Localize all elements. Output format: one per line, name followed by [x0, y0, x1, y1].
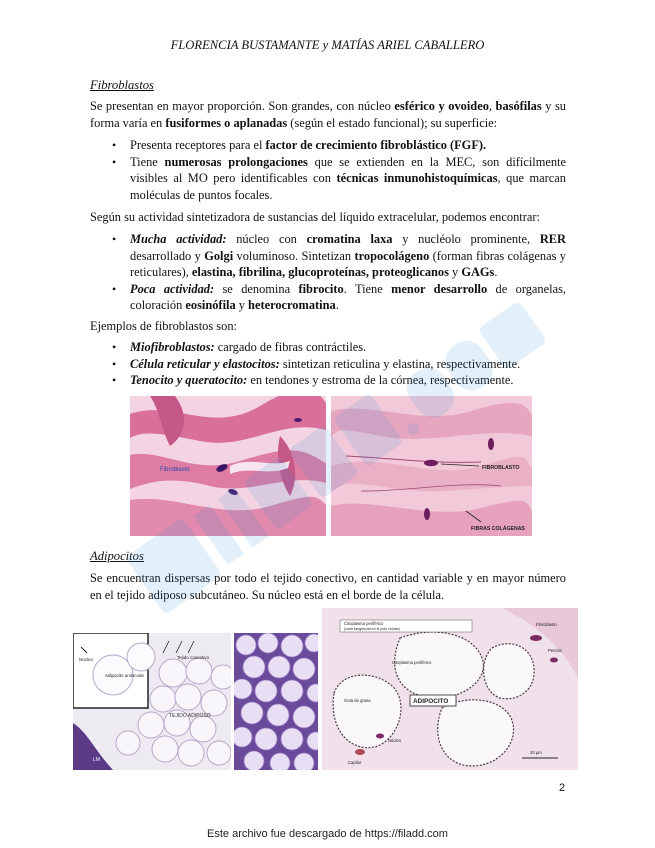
lm-badge: LM	[93, 757, 100, 763]
capilar-label: Capilar	[348, 760, 362, 765]
fibro-examples-intro: Ejemplos de fibroblastos son:	[90, 319, 237, 333]
adipose-he-micrograph	[234, 633, 318, 770]
page-number: 2	[559, 782, 566, 794]
fibro-intro-paragraph: Se presentan en mayor proporción. Son grandes, con núcleo esférico y ovoideo, basófilas y su forma varía en fusiformes o aplanadas (según el estado funcional); su superficie:	[90, 99, 566, 130]
fibro-examples-list	[90, 339, 566, 389]
gota-grasa-label: Gota de grasa	[344, 698, 371, 703]
page-header: FLORENCIA BUSTAMANTE y MATÍAS ARIEL CABALLERO	[170, 38, 485, 52]
section-heading-fibroblastos: Fibroblastos	[90, 78, 154, 92]
scale-bar-label: 20 µm	[530, 750, 542, 755]
adipocyte-diagram	[322, 608, 578, 770]
citoplasma-top-label: Citoplasma periférico	[344, 621, 384, 626]
fibroblast-micrograph-1	[130, 396, 326, 536]
list-item: • Miofibroblastos: cargado de fibras contráctiles.	[90, 339, 566, 356]
nucleo-label: Núcleo	[79, 657, 94, 662]
fibroblast-micrograph-2	[331, 396, 532, 536]
pericito-label: Pericito	[548, 648, 562, 653]
fibroblasto-diagram-label: Fibroblasto	[536, 622, 557, 627]
fibroblast-label: Fibroblasto	[160, 467, 190, 473]
adipocito-label: Adipocito unilocular	[105, 673, 145, 678]
tejido-adiposo-label: TEJIDO ADIPOSO	[169, 713, 211, 719]
fibroblasto-label: FIBROBLASTO	[482, 465, 520, 471]
fibro-surface-list	[90, 137, 566, 203]
tejido-conectivo-label: Tejido conectivo	[177, 655, 210, 660]
fibro-activity-list	[90, 231, 566, 314]
adipo-paragraph: Se encuentran dispersas por todo el tejido conectivo, en cantidad variable y en mayor número en el tejido adiposo subcutáneo. Su núcleo está en el borde de la célula.	[90, 571, 566, 602]
adipocito-label-main: ADIPOCITO	[413, 698, 449, 705]
citoplasma-mid-label: Citoplasma periférico	[392, 660, 432, 665]
citoplasma-sub-label: (corte tangencial en el polo celular)	[344, 627, 400, 631]
fibras-colagenas-label: FIBRAS COLÁGENAS	[471, 526, 525, 532]
list-item: • Tiene numerosas prolongaciones que se extienden en la MEC, son difícilmente visibles al MO pero identificables con técnicas inmunohistoquímicas, que marcan moléculas de puntos focales.	[90, 154, 566, 204]
adipose-tissue-micrograph	[73, 633, 231, 770]
list-item: • Tenocito y queratocito: en tendones y estroma de la córnea, respectivamente.	[90, 372, 566, 389]
fibro-activity-intro: Según su actividad sintetizadora de sustancias del líquido extracelular, podemos encontrar:	[90, 210, 540, 224]
list-item: • Célula reticular y elastocitos: sintetizan reticulina y elastina, respectivamente.	[90, 356, 566, 373]
list-item: • Presenta receptores para el factor de crecimiento fibroblástico (FGF).	[90, 137, 566, 154]
download-footer: Este archivo fue descargado de https://filadd.com	[207, 828, 448, 840]
section-heading-adipocitos: Adipocitos	[90, 549, 144, 563]
nucleo-diagram-label: Núcleo	[388, 738, 402, 743]
list-item: • Mucha actividad: núcleo con cromatina laxa y nucléolo prominente, RER desarrollado y Golgi voluminoso. Sintetizan tropocolágeno (forman fibras colágenas y reticulares), elastina, fibrilina, glucoproteínas, proteoglicanos y GAGs.	[90, 231, 566, 281]
list-item: • Poca actividad: se denomina fibrocito. Tiene menor desarrollo de organelas, coloración eosinófila y heterocromatina.	[90, 281, 566, 314]
